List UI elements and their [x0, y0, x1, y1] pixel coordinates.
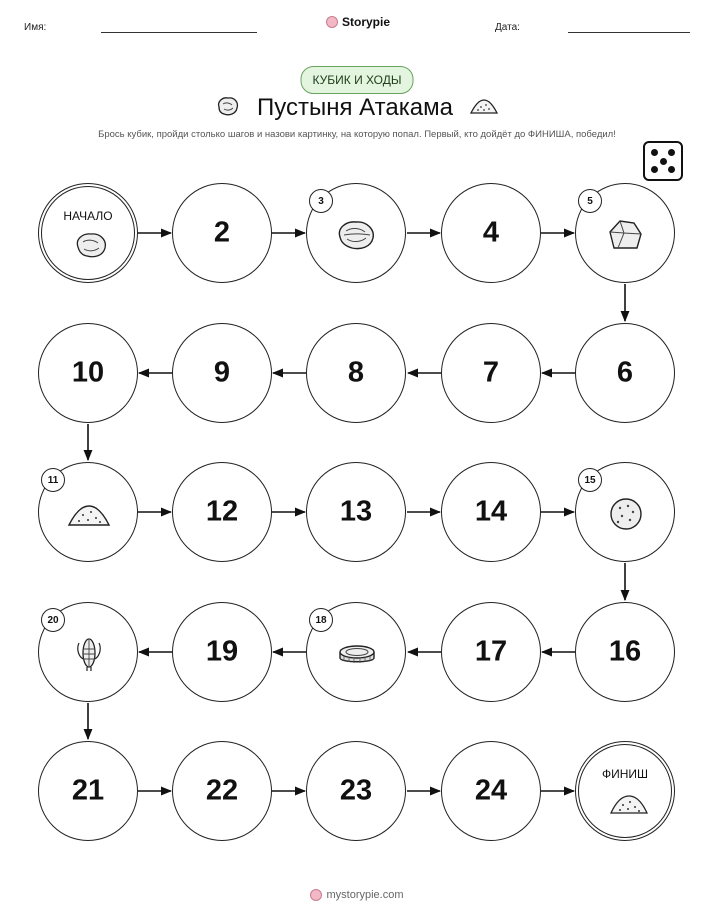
cell-number: 7 — [482, 356, 500, 389]
pig-icon — [310, 889, 322, 901]
board-cell — [575, 602, 675, 702]
board-cell — [38, 462, 138, 562]
cell-number-badge: 20 — [41, 608, 65, 632]
brand-name: Storypie — [342, 15, 391, 29]
name-label: Имя: — [24, 22, 47, 33]
board-cell — [441, 183, 541, 283]
cell-number: 13 — [339, 495, 373, 528]
board-cell — [575, 183, 675, 283]
board-cell — [172, 323, 272, 423]
board-cell — [441, 602, 541, 702]
board-cell — [306, 323, 406, 423]
rock-icon — [604, 218, 648, 252]
board-cell — [306, 741, 406, 841]
cell-number: 22 — [205, 774, 239, 807]
coin-icon — [335, 637, 379, 671]
board-cell — [172, 741, 272, 841]
board-cell — [575, 462, 675, 562]
instructions: Брось кубик, пройди столько шагов и назови картинку, на которую попал. Первый, кто дойдёт до ФИНИША, победил! — [98, 129, 616, 140]
category-badge: КУБИК И ХОДЫ — [301, 66, 414, 94]
nut-icon — [72, 229, 112, 261]
board-cell — [172, 462, 272, 562]
cell-number: 2 — [213, 216, 231, 249]
footer-url[interactable]: mystorypie.com — [326, 889, 404, 901]
board-cell — [575, 323, 675, 423]
corn-icon — [67, 633, 111, 675]
board-cell — [306, 183, 406, 283]
board-cell — [38, 741, 138, 841]
board-cell — [306, 602, 406, 702]
cell-number-badge: 5 — [578, 189, 602, 213]
cell-number: 16 — [608, 635, 642, 668]
footer — [0, 889, 714, 901]
board-cell — [441, 323, 541, 423]
cell-number: 6 — [616, 356, 634, 389]
board-cell — [306, 462, 406, 562]
board-cell — [38, 602, 138, 702]
finish-label: ФИНИШ — [601, 767, 649, 781]
cell-number: 10 — [71, 356, 105, 389]
cell-number: 8 — [347, 356, 365, 389]
cell-number-badge: 15 — [578, 468, 602, 492]
board-cell — [441, 741, 541, 841]
start-label: НАЧАЛО — [63, 209, 113, 223]
cell-number-badge: 11 — [41, 468, 65, 492]
sand-pile-icon — [609, 787, 649, 819]
board-cell — [172, 602, 272, 702]
cell-number: 9 — [213, 356, 231, 389]
cell-number: 21 — [71, 774, 105, 807]
finish-cell — [575, 741, 675, 841]
board-cell — [172, 183, 272, 283]
start-cell — [38, 183, 138, 283]
pebble-icon — [604, 497, 648, 531]
date-label: Дата: — [495, 22, 520, 33]
cell-number: 12 — [205, 495, 239, 528]
nut-icon — [335, 218, 379, 252]
cell-number-badge: 18 — [309, 608, 333, 632]
cell-number: 23 — [339, 774, 373, 807]
cell-number: 4 — [482, 216, 500, 249]
cell-number: 17 — [474, 635, 508, 668]
cell-number-badge: 3 — [309, 189, 333, 213]
board-cell — [38, 323, 138, 423]
cell-number: 24 — [474, 774, 508, 807]
title-text: Пустыня Атакама — [257, 94, 453, 121]
sand-pile-icon — [67, 497, 111, 531]
cell-number: 14 — [474, 495, 508, 528]
cell-number: 19 — [205, 635, 239, 668]
board-cell — [441, 462, 541, 562]
